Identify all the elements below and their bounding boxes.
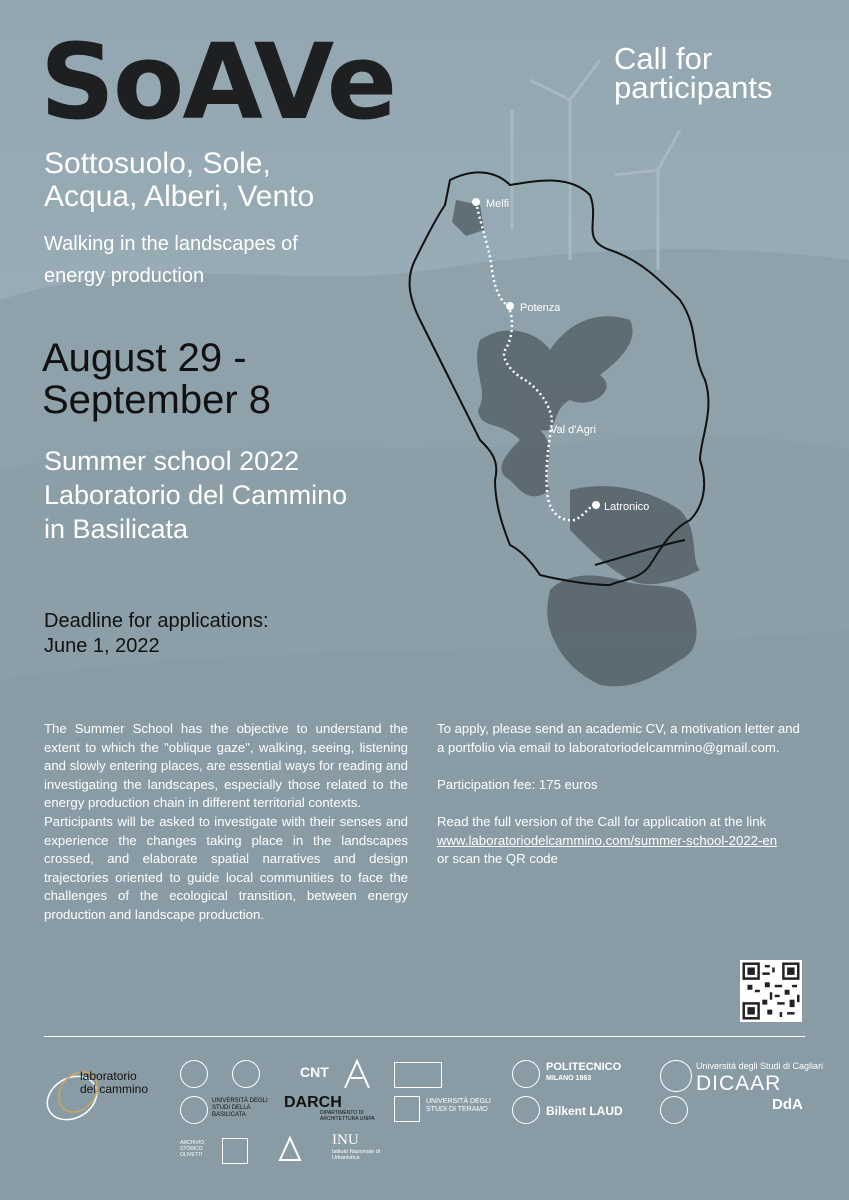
triangle-logo xyxy=(278,1136,302,1162)
poster-title: SoAVe xyxy=(40,21,396,143)
tagline-line: Walking in the landscapes of xyxy=(44,233,298,255)
tagline-line: energy production xyxy=(44,265,205,287)
map-label: Melfi xyxy=(486,198,510,210)
map-label: Val d'Agri xyxy=(550,424,596,436)
teramo-name: UNIVERSITÀ DEGLI STUDI DI TERAMO xyxy=(426,1098,491,1113)
subtitle xyxy=(44,147,314,213)
lab-cammino-wordmark xyxy=(80,1070,148,1096)
call-for-participants xyxy=(614,41,773,105)
school-line: Summer school 2022 xyxy=(44,446,300,476)
read-full-text: Read the full version of the Call for application at the link xyxy=(437,813,767,829)
application-info xyxy=(437,720,807,869)
divider xyxy=(44,1036,805,1037)
polito-seal xyxy=(180,1060,208,1088)
call-link[interactable]: www.laboratoriodelcammino.com/summer-school-2022-en xyxy=(437,832,778,848)
highlighted-areas xyxy=(452,200,700,686)
bilkent-logo: Bilkent LAUD xyxy=(546,1104,623,1118)
deadline-date: June 1, 2022 xyxy=(44,635,160,657)
school-name xyxy=(44,444,347,546)
call-line: Call for xyxy=(614,41,713,76)
inu-logo: INU xyxy=(332,1132,359,1148)
cagliari-name: Università degli Studi di Cagliari xyxy=(696,1061,824,1071)
marker-potenza xyxy=(506,302,514,310)
call-line: participants xyxy=(614,70,773,105)
cnt-logo: CNT xyxy=(300,1064,329,1080)
teramo-seal xyxy=(394,1096,420,1122)
dicaar-logo: DICAAR xyxy=(696,1072,782,1095)
basilicata-map xyxy=(400,160,720,700)
basilicata-seal xyxy=(180,1096,208,1124)
qr-code[interactable] xyxy=(740,960,802,1022)
polimi-name: POLITECNICO xyxy=(546,1061,622,1073)
polimi-logo xyxy=(546,1061,621,1085)
polimi-sub: MILANO 1863 xyxy=(546,1075,592,1082)
lab-line: laboratorio xyxy=(80,1069,137,1083)
polimi-seal xyxy=(512,1060,540,1088)
dda-logo: DdA xyxy=(772,1096,803,1113)
basilicata-name: UNIVERSITÀ DEGLI STUDI DELLA BASILICATA xyxy=(212,1098,268,1118)
deadline xyxy=(44,609,269,659)
description-paragraph: Participants will be asked to investigate with their senses and experience the changes taking place in the landscapes crossed, and elaborate spatial narratives and design trajectories oriented to guide local communities to face the challenges of the ecological transition, between energy production and landscape production. xyxy=(44,813,408,922)
scan-qr-text: or scan the QR code xyxy=(437,851,558,867)
dates-line: September 8 xyxy=(42,378,272,422)
cagliari-seal xyxy=(660,1060,692,1092)
map-label: Latronico xyxy=(604,501,650,513)
olivetti-logo: ARCHIVIO STORICO OLIVETTI xyxy=(180,1140,205,1158)
participation-fee: Participation fee: 175 euros xyxy=(437,776,598,792)
description xyxy=(44,720,408,925)
bilkent-seal xyxy=(512,1096,540,1124)
a-logo xyxy=(342,1058,372,1090)
olivetti-icon xyxy=(222,1138,248,1164)
map-label: Potenza xyxy=(520,302,561,314)
deadline-label: Deadline for applications: xyxy=(44,610,269,632)
subtitle-line: Sottosuolo, Sole, xyxy=(44,147,271,180)
tagline xyxy=(44,228,298,292)
dates-line: August 29 - xyxy=(42,336,247,380)
unito-seal xyxy=(232,1060,260,1088)
darch-logo: DARCH xyxy=(284,1094,342,1111)
darch-sub: DIPARTIMENTO DI ARCHITETTURA UNIPA xyxy=(320,1110,375,1122)
lab-line: del cammino xyxy=(80,1082,149,1096)
subtitle-line: Acqua, Alberi, Vento xyxy=(44,180,315,213)
bologna-seal xyxy=(660,1096,688,1124)
description-paragraph: The Summer School has the objective to understand the extent to which the "oblique gaze", walking, seeing, listening and slowly entering places, are essential ways for reading and investigating the landscapes, especially those related to the energy production chain in different territorial contexts. xyxy=(44,721,408,811)
inu-sub: Istituto Nazionale di Urbanistica xyxy=(332,1149,380,1161)
apply-instructions: To apply, please send an academic CV, a motivation letter and a portfolio via email to laboratoriodelcammino@gmail.com. xyxy=(437,721,800,755)
event-dates xyxy=(42,337,271,421)
school-line: in Basilicata xyxy=(44,514,189,544)
school-line: Laboratorio del Cammino xyxy=(44,480,348,510)
architecture-logo xyxy=(394,1062,442,1088)
marker-melfi xyxy=(472,198,480,206)
marker-latronico xyxy=(592,501,600,509)
